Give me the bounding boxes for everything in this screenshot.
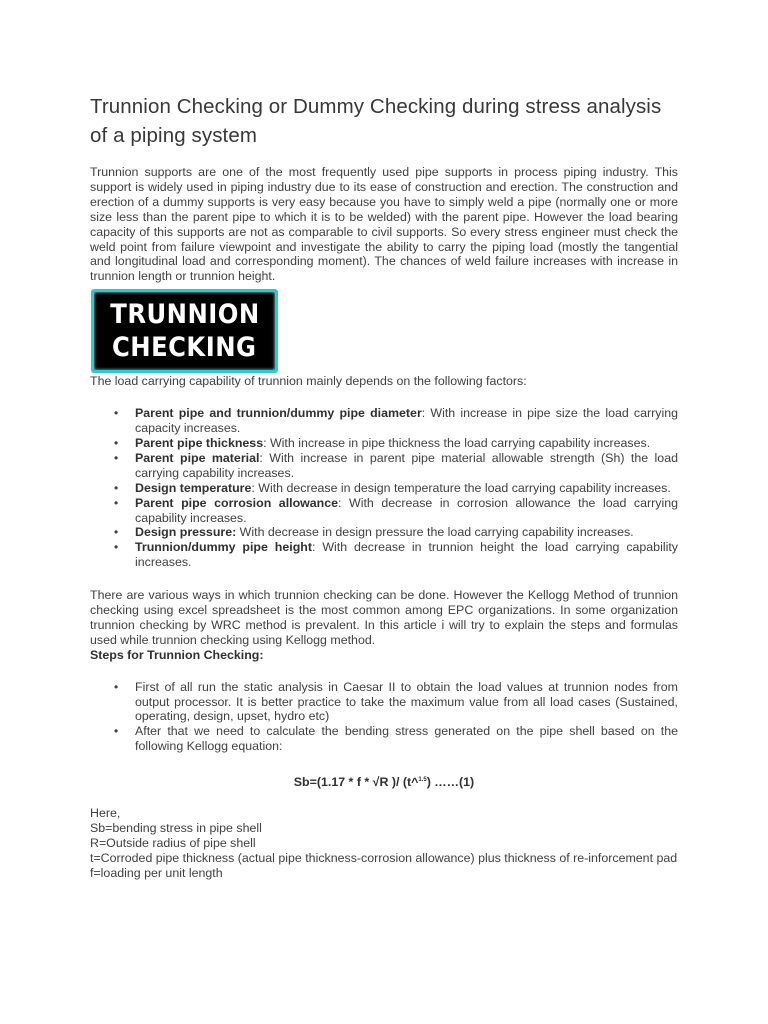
factors-list — [90, 406, 678, 570]
definition-line: Here, — [90, 806, 121, 821]
factor-term: Design pressure: — [135, 525, 237, 540]
factor-term: Design temperature — [135, 480, 252, 495]
definition-line: R=Outside radius of pipe shell — [90, 836, 256, 851]
factor-term: Parent pipe thickness — [135, 435, 264, 450]
trunnion-checking-logo — [91, 289, 278, 373]
kellogg-equation — [90, 773, 678, 790]
list-item — [90, 481, 678, 496]
factor-text: : With decrease in design temperature the load carrying capability increases. — [251, 480, 671, 495]
steps-heading — [90, 648, 678, 663]
factor-term: Parent pipe corrosion allowance — [135, 495, 339, 510]
bullet-icon: • — [114, 495, 119, 510]
factor-text: : With increase in parent pipe material allowable strength (Sh) the load carrying capability increases. — [135, 450, 678, 480]
bullet-icon: • — [114, 724, 119, 739]
article — [90, 92, 678, 881]
factor-term: Parent pipe and trunnion/dummy pipe diameter — [135, 406, 422, 421]
list-item — [90, 436, 678, 451]
factor-text: : With increase in pipe thickness the load carrying capability increases. — [263, 435, 651, 450]
list-item — [90, 680, 678, 725]
factor-text: : With increase in pipe size the load carrying capacity increases. — [135, 406, 678, 436]
methods-paragraph: There are various ways in which trunnion checking can be done. However the Kellogg Method of trunnion checking using excel spreadsheet is the most common among EPC organizations. In some organization trunnion checking by WRC method is prevalent. In this article i will try to explain the steps and formulas used while trunnion checking using Kellogg method. — [90, 588, 678, 647]
factor-term: Trunnion/dummy pipe height — [135, 540, 312, 555]
list-item — [90, 724, 678, 754]
list-item — [90, 540, 678, 570]
article-title: Trunnion Checking or Dummy Checking during stress analysis of a piping system — [90, 95, 662, 147]
factor-text: : With decrease in corrosion allowance the load carrying capability increases. — [135, 495, 678, 525]
list-item — [90, 406, 678, 436]
factor-text: : With decrease in trunnion height the load carrying capability increases. — [135, 540, 678, 570]
definition-line: t=Corroded pipe thickness (actual pipe thickness-corrosion allowance) plus thickness of re-inforcement pad — [90, 850, 678, 865]
factors-intro: The load carrying capability of trunnion mainly depends on the following factors: — [90, 374, 527, 389]
logo-line-1: TRUNNION — [109, 299, 260, 331]
equation-main: Sb=(1.17 * f * √R )/ (t^ — [293, 775, 419, 790]
intro-paragraph: Trunnion supports are one of the most frequently used pipe supports in process piping industry. This support is widely used in piping industry due to its ease of construction and erection. The construction and erection of a dummy supports is very easy because you have to simply weld a pipe (normally one or more size less than the parent pipe to which it is to be welded) with the parent pipe. However the load bearing capacity of this supports are not as comparable to civil supports. So every stress engineer must check the weld point from failure viewpoint and investigate the ability to carry the piping load (mostly the tangential and longitudinal load and corresponding moment). The chances of weld failure increases with increase in trunnion length or trunnion height. — [90, 165, 678, 284]
list-item — [90, 451, 678, 481]
bullet-icon: • — [114, 406, 119, 421]
bullet-icon: • — [114, 679, 119, 694]
logo-line-2: CHECKING — [112, 332, 257, 364]
step-text: First of all run the static analysis in Caesar II to obtain the load values at trunnion nodes from output processor. It is better practice to take the maximum value from all load cases (Sustained, operating, design, upset, hydro etc) — [135, 679, 678, 724]
factor-text: With decrease in design pressure the load carrying capability increases. — [236, 525, 634, 540]
steps-heading-text: Steps for Trunnion Checking: — [90, 647, 264, 662]
bullet-icon: • — [114, 525, 119, 540]
equation-exponent: 1.5 — [418, 777, 427, 784]
step-text: After that we need to calculate the bending stress generated on the pipe shell based on the following Kellogg equation: — [135, 724, 678, 754]
bullet-icon: • — [114, 435, 119, 450]
list-item — [90, 496, 678, 526]
list-item — [90, 525, 678, 540]
definition-line: Sb=bending stress in pipe shell — [90, 821, 262, 836]
steps-list — [90, 680, 678, 755]
bullet-icon: • — [114, 540, 119, 555]
equation-tail: ) ……(1) — [426, 775, 475, 790]
factor-term: Parent pipe material — [135, 450, 260, 465]
bullet-icon: • — [114, 480, 119, 495]
definition-line: f=loading per unit length — [90, 865, 223, 880]
bullet-icon: • — [114, 450, 119, 465]
definitions — [90, 806, 678, 881]
